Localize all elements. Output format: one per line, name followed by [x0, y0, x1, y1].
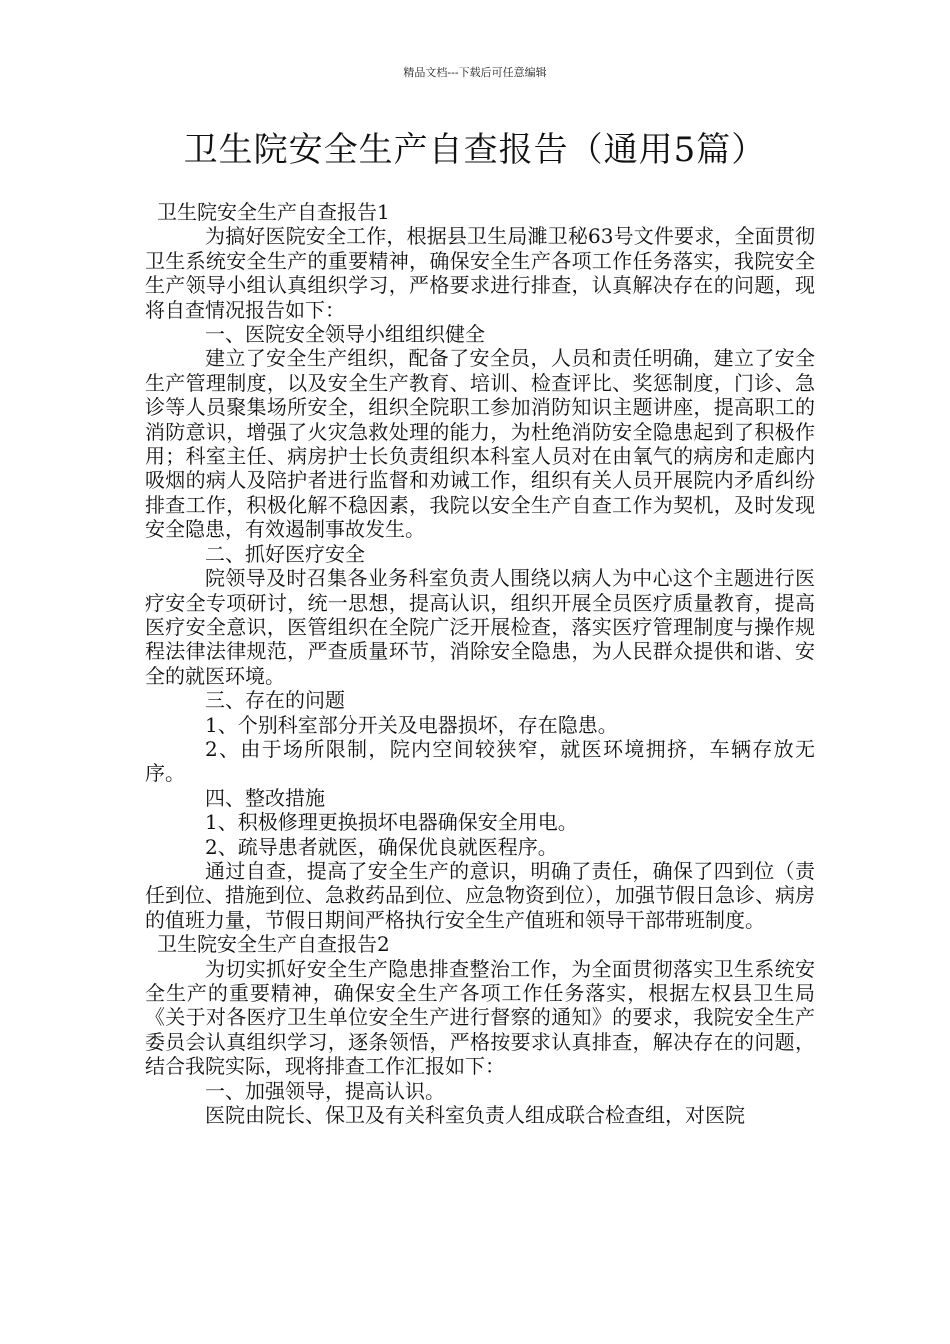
- section-heading: 三、存在的问题: [205, 688, 345, 713]
- section-title: 卫生院安全生产自查报告2: [157, 932, 390, 957]
- document-body: [145, 200, 815, 1127]
- header-note: 精品文档---下载后可任意编辑: [403, 66, 547, 79]
- section-heading: 一、加强领导，提高认识。: [205, 1078, 445, 1103]
- paragraph: 通过自查，提高了安全生产的意识，明确了责任，确保了四到位（责任到位、措施到位、急救药品到位、应急物资到位），加强节假日急诊、病房的值班力量，节假日期间严格执行安全生产值班和领导干部带班制度。: [145, 858, 815, 932]
- document-title: 卫生院安全生产自查报告（通用5篇）: [183, 130, 767, 170]
- paragraph: 院领导及时召集各业务科室负责人围绕以病人为中心这个主题进行医疗安全专项研讨，统一思想，提高认识，组织开展全员医疗质量教育，提高医疗安全意识，医管组织在全院广泛开展检查，落实医疗管理制度与操作规程法律法律规范，严查质量环节，消除安全隐患，为人民群众提供和谐、安全的就医环境。: [145, 566, 815, 688]
- list-item: 2、由于场所限制，院内空间较狭窄，就医环境拥挤，车辆存放无序。: [145, 736, 815, 786]
- paragraph: 建立了安全生产组织，配备了安全员，人员和责任明确，建立了安全生产管理制度，以及安全生产教育、培训、检查评比、奖惩制度，门诊、急诊等人员聚集场所安全，组织全院职工参加消防知识主题讲座，提高职工的消防意识，增强了火灾急救处理的能力，为杜绝消防安全隐患起到了积极作用；科室主任、病房护士长负责组织本科室人员对在由氧气的病房和走廊内吸烟的病人及陪护者进行监督和劝诫工作，组织有关人员开展院内矛盾纠纷排查工作，积极化解不稳因素，我院以安全生产自查工作为契机，及时发现安全隐患，有效遏制事故发生。: [145, 346, 815, 542]
- section-heading: 一、医院安全领导小组组织健全: [205, 322, 485, 347]
- list-item: 1、个别科室部分开关及电器损坏，存在隐患。: [205, 712, 618, 737]
- paragraph: 医院由院长、保卫及有关科室负责人组成联合检查组，对医院: [205, 1103, 745, 1128]
- paragraph: 为切实抓好安全生产隐患排查整治工作，为全面贯彻落实卫生系统安全生产的重要精神，确保安全生产各项工作任务落实，根据左权县卫生局《关于对各医疗卫生单位安全生产进行督察的通知》的要求，我院安全生产委员会认真组织学习，逐条领悟，严格按要求认真排查，解决存在的问题，结合我院实际，现将排查工作汇报如下：: [145, 956, 815, 1079]
- section-heading: 四、整改措施: [205, 785, 325, 810]
- list-item: 1、积极修理更换损坏电器确保安全用电。: [205, 810, 578, 835]
- section-heading: 二、抓好医疗安全: [205, 541, 365, 566]
- paragraph: 为搞好医院安全工作，根据县卫生局濉卫秘63号文件要求，全面贯彻卫生系统安全生产的重要精神，确保安全生产各项工作任务落实，我院安全生产领导小组认真组织学习，严格要求进行排查，认真解决存在的问题，现将自查情况报告如下：: [145, 224, 815, 322]
- section-title: 卫生院安全生产自查报告1: [157, 200, 390, 224]
- list-item: 2、疏导患者就医，确保优良就医程序。: [205, 834, 558, 859]
